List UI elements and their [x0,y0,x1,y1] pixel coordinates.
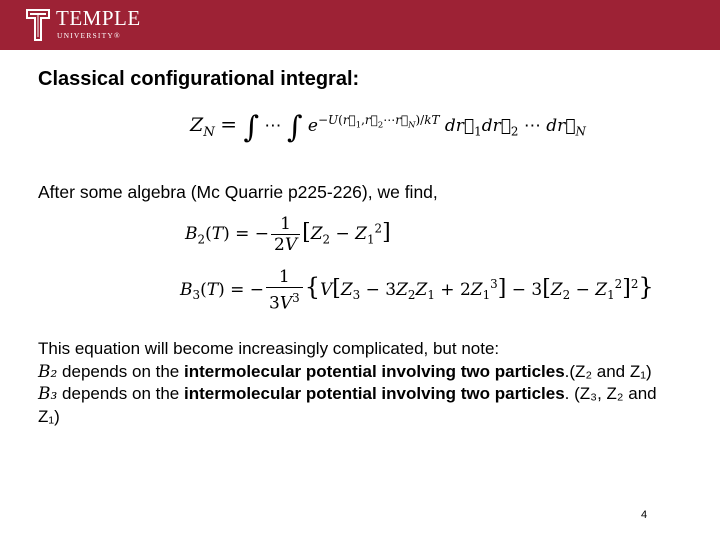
note-intro: This equation will become increasingly complicated, but note: [38,339,500,358]
equation-zn: $Z_N$ = ∫ ⋯ ∫ $e^{-U(r⃗_1,r⃗_2\cdots r⃗_N)/kT}$ $dr⃗_1dr⃗_2$ ⋯ $dr⃗_N$ [190,110,586,145]
slide-title: Classical configurational integral: [38,68,360,90]
temple-t-logo-icon [26,9,50,41]
b2-bold: intermolecular potential involving two particles [183,361,565,381]
brand-subtitle: UNIVERSITY® [57,31,121,40]
intro-text: After some algebra (Mc Quarrie p225-226), we find, [38,182,438,202]
b2-note-line [38,361,698,384]
b3-bold: intermolecular potential involving two particles [183,384,565,403]
b2-symbol: B₂ [38,361,58,382]
b3-pre: depends on the [57,384,184,403]
b2-pre: depends on the [57,361,184,381]
equation-b3: $B_3(T)$ = − $\frac{1}{3V^3}$ $\{V[Z_3 - 3Z_2Z_1 + 2Z_1^3] - 3[Z_2 - Z_1^2]^2\}$ [180,267,654,314]
page-number: 4 [641,509,648,521]
b3-post: . (Z₃, Z₂ and [564,384,657,403]
b3-note-continuation: Z₁) [38,406,60,426]
b2-post: .(Z₂ and Z₁) [564,361,652,381]
equation-b2: $B_2(T)$ = − $\frac{1}{2V}$ $[Z_2 - Z_1^2]$ [185,214,391,255]
b3-symbol: B₃ [38,384,58,404]
brand-name: TEMPLE [56,6,141,30]
header-bar [0,0,720,50]
b3-note-line [38,383,698,406]
notes-paragraph [38,338,698,428]
